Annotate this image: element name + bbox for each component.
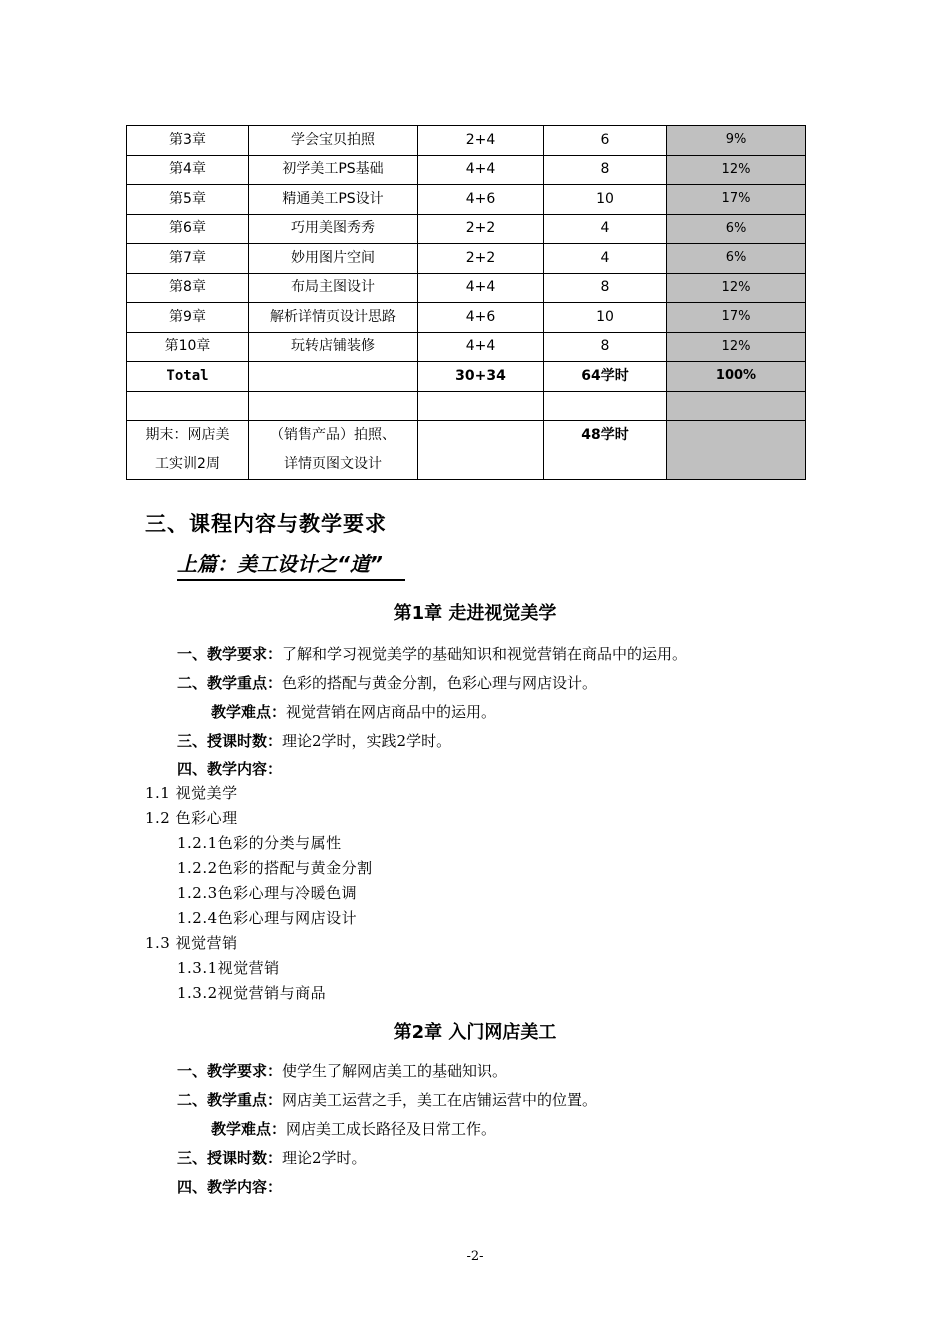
total-split: 30+34 (418, 362, 544, 392)
final-label-line2: 工实训2周 (155, 456, 220, 472)
key-points-label: 二、教学重点： (177, 1091, 283, 1109)
difficulties-label: 教学难点： (211, 703, 287, 721)
split-cell: 4+4 (418, 332, 544, 362)
difficulties-text: 网店美工成长路径及日常工作。 (286, 1120, 497, 1138)
difficulties-text: 视觉营销在网店商品中的运用。 (286, 703, 497, 721)
empty-cell (667, 391, 806, 421)
empty-cell (418, 391, 544, 421)
split-cell: 2+2 (418, 244, 544, 274)
final-row (127, 421, 806, 480)
ch1-requirement (177, 643, 687, 664)
course-hours-table (126, 125, 806, 480)
hours-text: 理论2学时。 (282, 1149, 367, 1167)
split-cell: 4+6 (418, 303, 544, 333)
hours-label: 三、授课时数： (177, 732, 283, 750)
hours-cell: 8 (544, 273, 667, 303)
requirement-label: 一、教学要求： (177, 645, 283, 663)
topic-cell: 玩转店铺装修 (249, 332, 418, 362)
chapter-cell: 第3章 (127, 126, 249, 156)
requirement-text: 使学生了解网店美工的基础知识。 (282, 1062, 508, 1080)
toc-item: 1.3 视觉营销 (145, 934, 238, 952)
table-row (127, 303, 806, 333)
ch2-difficulties (211, 1118, 496, 1139)
percent-cell: 17% (667, 185, 806, 215)
chapter-cell: 第8章 (127, 273, 249, 303)
final-desc-line2: 详情页图文设计 (284, 456, 382, 472)
ch1-hours (177, 730, 451, 751)
empty-cell (249, 391, 418, 421)
hours-cell: 8 (544, 155, 667, 185)
hours-cell: 10 (544, 185, 667, 215)
topic-cell: 巧用美图秀秀 (249, 214, 418, 244)
table-body (127, 126, 806, 480)
percent-cell: 6% (667, 214, 806, 244)
table-row (127, 332, 806, 362)
chapter-cell: 第6章 (127, 214, 249, 244)
table-row (127, 126, 806, 156)
topic-cell: 初学美工PS基础 (249, 155, 418, 185)
chapter1-title: 第1章 走进视觉美学 (393, 603, 557, 624)
ch1-key-points (177, 672, 597, 693)
key-points-label: 二、教学重点： (177, 674, 283, 692)
hours-text: 理论2学时，实践2学时。 (282, 732, 452, 750)
percent-cell: 12% (667, 273, 806, 303)
empty-cell (544, 391, 667, 421)
topic-cell: 精通美工PS设计 (249, 185, 418, 215)
section-heading: 三、课程内容与教学要求 (145, 512, 387, 536)
topic-cell: 妙用图片空间 (249, 244, 418, 274)
percent-cell: 6% (667, 244, 806, 274)
hours-cell: 6 (544, 126, 667, 156)
split-cell: 4+4 (418, 155, 544, 185)
toc-item: 1.2 色彩心理 (145, 809, 238, 827)
ch2-key-points (177, 1089, 597, 1110)
requirement-text: 了解和学习视觉美学的基础知识和视觉营销在商品中的运用。 (282, 645, 688, 663)
empty-cell (418, 421, 544, 480)
table-row (127, 273, 806, 303)
table-row (127, 214, 806, 244)
empty-cell (667, 421, 806, 480)
page-number: -2- (466, 1249, 484, 1264)
toc-item: 1.2.3色彩心理与冷暖色调 (177, 884, 358, 902)
difficulties-label: 教学难点： (211, 1120, 287, 1138)
toc-item: 1.1 视觉美学 (145, 784, 238, 802)
percent-cell: 17% (667, 303, 806, 333)
chapter-cell: 第4章 (127, 155, 249, 185)
empty-cell (249, 362, 418, 392)
table-row (127, 185, 806, 215)
split-cell: 2+4 (418, 126, 544, 156)
part-heading: 上篇：美工设计之“道” (177, 548, 405, 581)
toc-item: 1.2.4色彩心理与网店设计 (177, 909, 358, 927)
final-desc-line1: （销售产品）拍照、 (270, 427, 396, 443)
percent-cell: 9% (667, 126, 806, 156)
ch1-difficulties (211, 701, 496, 722)
hours-label: 三、授课时数： (177, 1149, 283, 1167)
final-hours: 48学时 (544, 421, 667, 480)
split-cell: 2+2 (418, 214, 544, 244)
percent-cell: 12% (667, 332, 806, 362)
chapter-cell: 第7章 (127, 244, 249, 274)
total-row (127, 362, 806, 392)
total-hours: 64学时 (544, 362, 667, 392)
percent-cell: 12% (667, 155, 806, 185)
ch2-hours (177, 1147, 367, 1168)
toc-item: 1.2.2色彩的搭配与黄金分割 (177, 859, 373, 877)
split-cell: 4+4 (418, 273, 544, 303)
toc-item: 1.3.2视觉营销与商品 (177, 984, 327, 1002)
topic-cell: 布局主图设计 (249, 273, 418, 303)
requirement-label: 一、教学要求： (177, 1062, 283, 1080)
table-row (127, 155, 806, 185)
final-label-cell (127, 421, 249, 480)
topic-cell: 学会宝贝拍照 (249, 126, 418, 156)
hours-cell: 10 (544, 303, 667, 333)
content-label: 四、教学内容： (177, 1178, 283, 1196)
total-label: Total (127, 362, 249, 392)
topic-cell: 解析详情页设计思路 (249, 303, 418, 333)
ch1-content (177, 758, 282, 779)
key-points-text: 网店美工运营之手，美工在店铺运营中的位置。 (282, 1091, 598, 1109)
chapter-cell: 第10章 (127, 332, 249, 362)
hours-cell: 4 (544, 244, 667, 274)
empty-cell (127, 391, 249, 421)
total-percent: 100% (667, 362, 806, 392)
final-label-line1: 期末：网店美 (145, 427, 230, 443)
chapter-cell: 第9章 (127, 303, 249, 333)
ch2-content (177, 1176, 282, 1197)
key-points-text: 色彩的搭配与黄金分割，色彩心理与网店设计。 (282, 674, 598, 692)
chapter-cell: 第5章 (127, 185, 249, 215)
hours-cell: 4 (544, 214, 667, 244)
toc-item: 1.3.1视觉营销 (177, 959, 280, 977)
ch2-requirement (177, 1060, 507, 1081)
table-row (127, 244, 806, 274)
chapter2-title: 第2章 入门网店美工 (393, 1022, 557, 1043)
final-desc-cell (249, 421, 418, 480)
hours-cell: 8 (544, 332, 667, 362)
empty-row (127, 391, 806, 421)
content-label: 四、教学内容： (177, 760, 283, 778)
toc-item: 1.2.1色彩的分类与属性 (177, 834, 342, 852)
split-cell: 4+6 (418, 185, 544, 215)
